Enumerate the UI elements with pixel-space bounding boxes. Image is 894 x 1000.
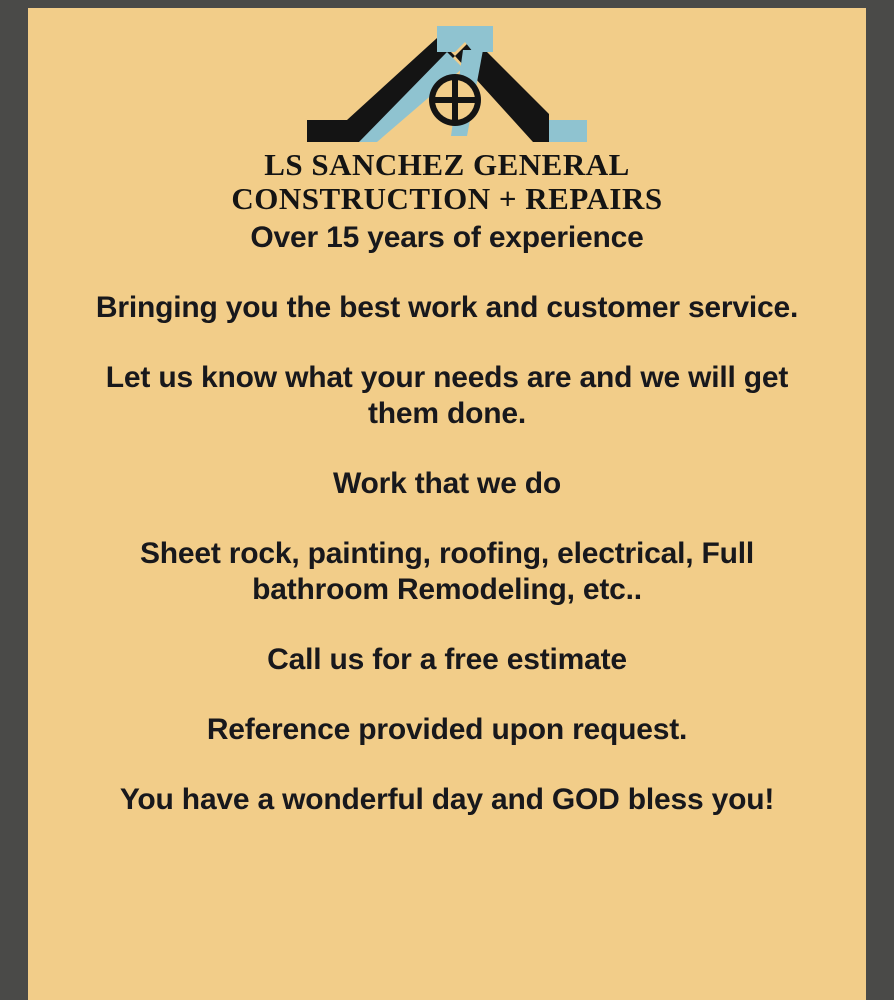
body-paragraph-3: Let us know what your needs are and we will get them done. (105, 361, 789, 430)
body-paragraph-7: Reference provided upon request. (206, 713, 688, 746)
body-paragraph-8: You have a wonderful day and GOD bless you! (119, 783, 775, 816)
body-paragraph-2: Bringing you the best work and customer service. (95, 291, 799, 324)
logo-wordmark (28, 148, 866, 216)
body-paragraph-4: Work that we do (332, 467, 562, 500)
flyer-body (28, 220, 866, 818)
body-paragraph-6: Call us for a free estimate (267, 643, 627, 676)
logo-header (28, 8, 866, 220)
body-paragraph-1: Over 15 years of experience (250, 221, 644, 254)
roof-hammer-logo-icon (287, 16, 607, 148)
logo-line-2: CONSTRUCTION + REPAIRS (231, 181, 663, 216)
flyer-document (28, 8, 866, 1000)
body-paragraph-5: Sheet rock, painting, roofing, electrical, Full bathroom Remodeling, etc.. (139, 537, 755, 606)
logo-line-1: LS SANCHEZ GENERAL (264, 147, 630, 182)
